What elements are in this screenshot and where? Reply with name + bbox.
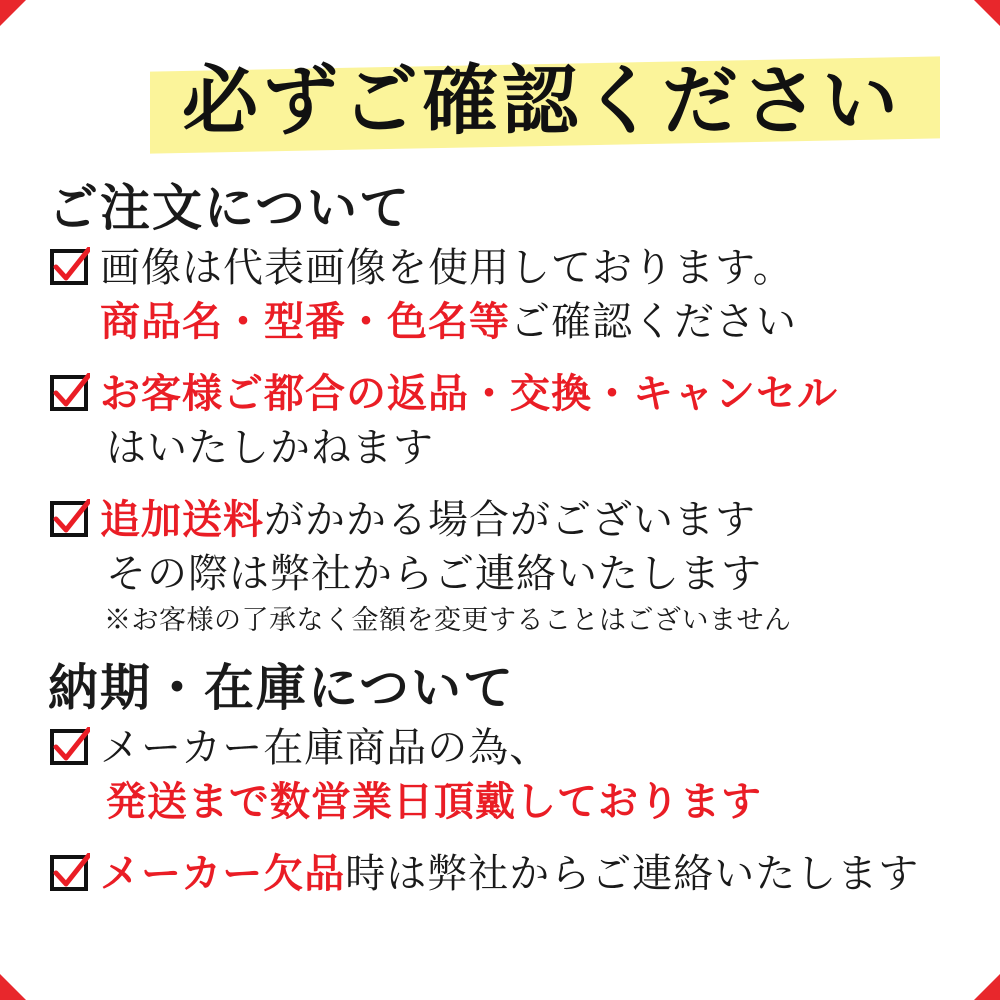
text-line: メーカー在庫商品の為、: [100, 725, 551, 772]
list-item: [42, 847, 958, 901]
section-heading-delivery: 納期・在庫について: [48, 658, 515, 718]
list-item-text: [100, 847, 958, 901]
banner-title-block: [42, 34, 958, 174]
list-item: [42, 367, 958, 475]
checkbox-checked-icon: [50, 247, 90, 287]
list-item-text: [100, 493, 958, 638]
text-segment-black: がかかる場合がございます: [264, 497, 756, 543]
checkbox-checked-icon: [50, 373, 90, 413]
text-line-mixed: [100, 493, 958, 547]
text-line: 発送まで数営業日頂戴しております: [106, 778, 762, 826]
list-item-text: [100, 241, 958, 349]
list-item: [42, 493, 958, 638]
list-item: [42, 241, 958, 349]
text-segment-black: 時は弊社からご連絡いたします: [345, 851, 920, 898]
text-line: その際は弊社からご連絡いたします: [106, 551, 762, 597]
page-title: 必ずご確認ください: [182, 56, 902, 145]
checkbox-checked-icon: [50, 853, 90, 893]
text-line-mixed: [100, 847, 958, 901]
text-line: 画像は代表画像を使用しております。: [100, 245, 794, 291]
text-line: お客様ご都合の返品・交換・キャンセル: [100, 370, 838, 417]
checkbox-checked-icon: [50, 727, 90, 767]
checkbox-checked-icon: [50, 499, 90, 539]
text-note: ※お客様の了承なく金額を変更することはございません: [104, 605, 792, 636]
text-line: はいたしかねます: [106, 425, 434, 471]
text-segment-red: メーカー欠品: [100, 850, 346, 898]
text-segment-black: ご確認ください: [510, 299, 797, 345]
text-segment-red: 商品名・型番・色名等: [100, 298, 510, 345]
list-item: [42, 721, 958, 829]
section-heading-orders: ご注文について: [48, 178, 411, 237]
list-item-text: [100, 721, 958, 829]
text-line-mixed: [100, 295, 958, 349]
text-segment-red: 追加送料: [100, 496, 264, 543]
list-item-text: [100, 367, 958, 475]
